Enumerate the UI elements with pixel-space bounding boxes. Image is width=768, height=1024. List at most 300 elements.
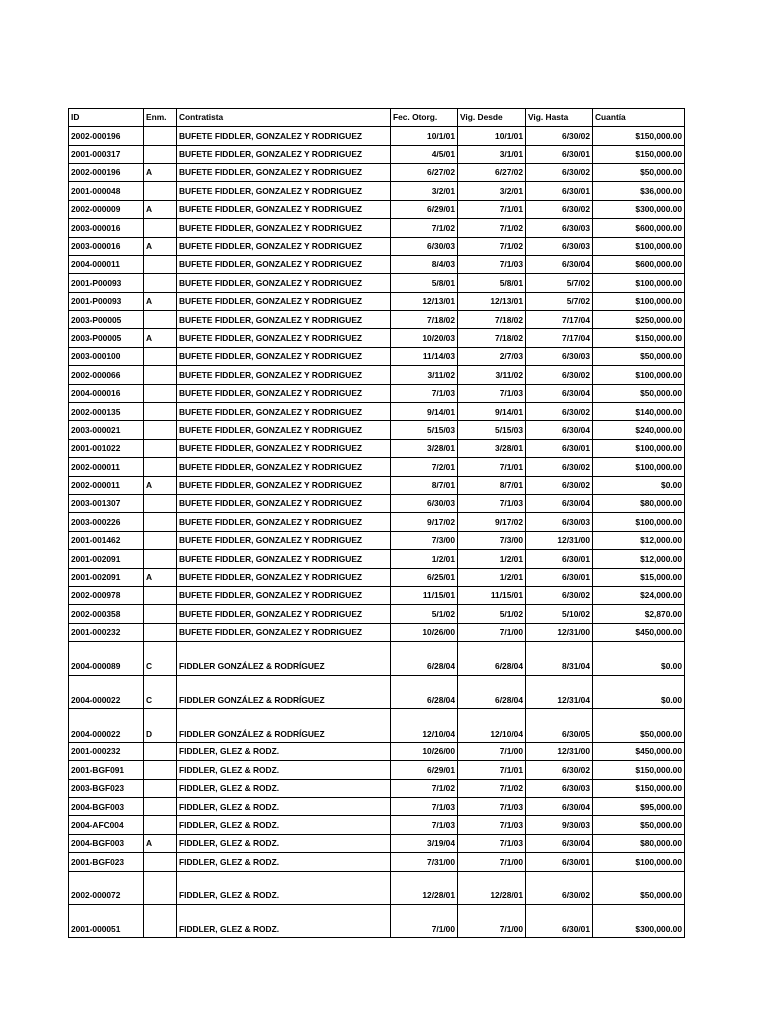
- cell-vig-desde: 7/1/03: [458, 816, 526, 834]
- cell-contratista: BUFETE FIDDLER, GONZALEZ Y RODRIGUEZ: [177, 163, 391, 181]
- cell-vig-desde: 1/2/01: [458, 550, 526, 568]
- cell-id: 2002-000011: [69, 476, 144, 494]
- table-row: [69, 586, 685, 604]
- contracts-table: [68, 108, 685, 938]
- cell-id: 2001-000317: [69, 145, 144, 163]
- cell-vig-desde: 5/1/02: [458, 605, 526, 623]
- header-contratista: Contratista: [177, 109, 391, 127]
- cell-id: 2003-000016: [69, 237, 144, 255]
- cell-fec-otorg: 9/14/01: [391, 403, 458, 421]
- table-row: [69, 761, 685, 779]
- cell-vig-hasta: 6/30/02: [526, 403, 593, 421]
- table-row: [69, 329, 685, 347]
- cell-contratista: BUFETE FIDDLER, GONZALEZ Y RODRIGUEZ: [177, 255, 391, 273]
- cell-enm: [144, 219, 177, 237]
- cell-cuantia: $100,000.00: [593, 274, 685, 292]
- cell-fec-otorg: 1/2/01: [391, 550, 458, 568]
- table-row: [69, 366, 685, 384]
- cell-enm: A: [144, 568, 177, 586]
- cell-fec-otorg: 6/28/04: [391, 642, 458, 676]
- table-row: [69, 476, 685, 494]
- cell-vig-hasta: 6/30/02: [526, 127, 593, 145]
- cell-id: 2004-000022: [69, 709, 144, 743]
- cell-vig-hasta: 6/30/01: [526, 439, 593, 457]
- cell-contratista: BUFETE FIDDLER, GONZALEZ Y RODRIGUEZ: [177, 329, 391, 347]
- cell-vig-desde: 7/1/02: [458, 779, 526, 797]
- table-row: [69, 550, 685, 568]
- cell-contratista: FIDDLER, GLEZ & RODZ.: [177, 816, 391, 834]
- cell-cuantia: $2,870.00: [593, 605, 685, 623]
- table-row: [69, 219, 685, 237]
- table-row: [69, 439, 685, 457]
- contracts-sheet: [68, 108, 684, 938]
- cell-cuantia: $0.00: [593, 476, 685, 494]
- cell-id: 2002-000072: [69, 871, 144, 904]
- cell-enm: A: [144, 237, 177, 255]
- cell-enm: [144, 816, 177, 834]
- cell-contratista: FIDDLER GONZÁLEZ & RODRÍGUEZ: [177, 642, 391, 676]
- cell-vig-desde: 7/1/03: [458, 495, 526, 513]
- cell-id: 2001-000232: [69, 742, 144, 760]
- cell-cuantia: $450,000.00: [593, 623, 685, 641]
- cell-vig-hasta: 12/31/00: [526, 742, 593, 760]
- cell-cuantia: $50,000.00: [593, 384, 685, 402]
- cell-contratista: BUFETE FIDDLER, GONZALEZ Y RODRIGUEZ: [177, 458, 391, 476]
- cell-id: 2001-BGF091: [69, 761, 144, 779]
- cell-fec-otorg: 7/1/02: [391, 779, 458, 797]
- table-row: [69, 384, 685, 402]
- cell-id: 2002-000066: [69, 366, 144, 384]
- cell-id: 2003-000226: [69, 513, 144, 531]
- cell-vig-desde: 7/1/03: [458, 255, 526, 273]
- cell-contratista: BUFETE FIDDLER, GONZALEZ Y RODRIGUEZ: [177, 311, 391, 329]
- cell-id: 2004-BGF003: [69, 834, 144, 852]
- cell-vig-desde: 7/1/03: [458, 834, 526, 852]
- cell-cuantia: $100,000.00: [593, 458, 685, 476]
- cell-fec-otorg: 7/1/00: [391, 904, 458, 937]
- cell-contratista: FIDDLER GONZÁLEZ & RODRÍGUEZ: [177, 675, 391, 709]
- cell-fec-otorg: 7/1/03: [391, 384, 458, 402]
- cell-fec-otorg: 7/18/02: [391, 311, 458, 329]
- cell-cuantia: $12,000.00: [593, 531, 685, 549]
- cell-contratista: BUFETE FIDDLER, GONZALEZ Y RODRIGUEZ: [177, 531, 391, 549]
- cell-id: 2001-002091: [69, 550, 144, 568]
- cell-vig-hasta: 6/30/02: [526, 476, 593, 494]
- cell-enm: [144, 513, 177, 531]
- cell-vig-hasta: 7/17/04: [526, 311, 593, 329]
- cell-vig-desde: 5/8/01: [458, 274, 526, 292]
- cell-contratista: BUFETE FIDDLER, GONZALEZ Y RODRIGUEZ: [177, 182, 391, 200]
- cell-fec-otorg: 10/26/00: [391, 623, 458, 641]
- cell-vig-desde: 3/1/01: [458, 145, 526, 163]
- table-row: [69, 127, 685, 145]
- cell-contratista: BUFETE FIDDLER, GONZALEZ Y RODRIGUEZ: [177, 347, 391, 365]
- cell-vig-desde: 5/15/03: [458, 421, 526, 439]
- cell-fec-otorg: 8/4/03: [391, 255, 458, 273]
- cell-vig-desde: 7/1/03: [458, 384, 526, 402]
- cell-vig-desde: 7/1/03: [458, 798, 526, 816]
- cell-fec-otorg: 3/19/04: [391, 834, 458, 852]
- cell-enm: [144, 495, 177, 513]
- cell-vig-desde: 7/3/00: [458, 531, 526, 549]
- cell-enm: [144, 742, 177, 760]
- table-row: [69, 568, 685, 586]
- cell-id: 2001-002091: [69, 568, 144, 586]
- cell-id: 2001-P00093: [69, 274, 144, 292]
- cell-fec-otorg: 6/29/01: [391, 200, 458, 218]
- cell-cuantia: $100,000.00: [593, 853, 685, 871]
- cell-enm: [144, 127, 177, 145]
- cell-vig-hasta: 12/31/04: [526, 675, 593, 709]
- cell-id: 2004-000022: [69, 675, 144, 709]
- cell-enm: [144, 403, 177, 421]
- cell-cuantia: $240,000.00: [593, 421, 685, 439]
- cell-vig-hasta: 5/7/02: [526, 274, 593, 292]
- cell-cuantia: $450,000.00: [593, 742, 685, 760]
- cell-enm: [144, 366, 177, 384]
- cell-cuantia: $80,000.00: [593, 495, 685, 513]
- cell-cuantia: $36,000.00: [593, 182, 685, 200]
- cell-fec-otorg: 3/11/02: [391, 366, 458, 384]
- cell-fec-otorg: 8/7/01: [391, 476, 458, 494]
- cell-id: 2004-000089: [69, 642, 144, 676]
- cell-cuantia: $50,000.00: [593, 163, 685, 181]
- table-row: [69, 834, 685, 852]
- cell-cuantia: $50,000.00: [593, 816, 685, 834]
- cell-id: 2001-001462: [69, 531, 144, 549]
- cell-contratista: BUFETE FIDDLER, GONZALEZ Y RODRIGUEZ: [177, 513, 391, 531]
- cell-cuantia: $80,000.00: [593, 834, 685, 852]
- cell-cuantia: $50,000.00: [593, 709, 685, 743]
- cell-fec-otorg: 10/20/03: [391, 329, 458, 347]
- table-row: [69, 145, 685, 163]
- cell-vig-desde: 8/7/01: [458, 476, 526, 494]
- table-row: [69, 605, 685, 623]
- cell-vig-hasta: 6/30/01: [526, 550, 593, 568]
- cell-fec-otorg: 5/8/01: [391, 274, 458, 292]
- cell-vig-desde: 6/28/04: [458, 642, 526, 676]
- cell-vig-hasta: 6/30/02: [526, 761, 593, 779]
- cell-vig-hasta: 6/30/04: [526, 384, 593, 402]
- cell-vig-hasta: 12/31/00: [526, 623, 593, 641]
- cell-enm: A: [144, 292, 177, 310]
- table-row: [69, 779, 685, 797]
- cell-enm: [144, 531, 177, 549]
- cell-enm: C: [144, 642, 177, 676]
- cell-vig-desde: 3/2/01: [458, 182, 526, 200]
- cell-vig-desde: 7/1/00: [458, 623, 526, 641]
- cell-cuantia: $100,000.00: [593, 439, 685, 457]
- cell-id: 2002-000135: [69, 403, 144, 421]
- cell-id: 2001-000051: [69, 904, 144, 937]
- cell-cuantia: $150,000.00: [593, 329, 685, 347]
- cell-cuantia: $50,000.00: [593, 347, 685, 365]
- cell-contratista: FIDDLER, GLEZ & RODZ.: [177, 853, 391, 871]
- cell-id: 2001-001022: [69, 439, 144, 457]
- cell-fec-otorg: 10/26/00: [391, 742, 458, 760]
- cell-vig-desde: 9/17/02: [458, 513, 526, 531]
- cell-enm: D: [144, 709, 177, 743]
- cell-fec-otorg: 7/3/00: [391, 531, 458, 549]
- cell-vig-desde: 9/14/01: [458, 403, 526, 421]
- cell-vig-hasta: 6/30/02: [526, 163, 593, 181]
- cell-enm: A: [144, 834, 177, 852]
- cell-fec-otorg: 11/15/01: [391, 586, 458, 604]
- cell-contratista: BUFETE FIDDLER, GONZALEZ Y RODRIGUEZ: [177, 127, 391, 145]
- cell-enm: [144, 623, 177, 641]
- table-row: [69, 642, 685, 676]
- cell-contratista: BUFETE FIDDLER, GONZALEZ Y RODRIGUEZ: [177, 274, 391, 292]
- cell-fec-otorg: 7/1/03: [391, 798, 458, 816]
- table-row: [69, 531, 685, 549]
- cell-contratista: BUFETE FIDDLER, GONZALEZ Y RODRIGUEZ: [177, 476, 391, 494]
- table-row: [69, 853, 685, 871]
- cell-cuantia: $300,000.00: [593, 200, 685, 218]
- cell-vig-hasta: 5/7/02: [526, 292, 593, 310]
- cell-fec-otorg: 6/30/03: [391, 495, 458, 513]
- cell-cuantia: $95,000.00: [593, 798, 685, 816]
- header-fec-otorg: Fec. Otorg.: [391, 109, 458, 127]
- cell-enm: [144, 853, 177, 871]
- cell-contratista: FIDDLER GONZÁLEZ & RODRÍGUEZ: [177, 709, 391, 743]
- table-row: [69, 816, 685, 834]
- cell-id: 2003-000100: [69, 347, 144, 365]
- cell-cuantia: $100,000.00: [593, 513, 685, 531]
- cell-enm: [144, 458, 177, 476]
- cell-vig-hasta: 6/30/04: [526, 834, 593, 852]
- table-row: [69, 675, 685, 709]
- cell-vig-hasta: 6/30/02: [526, 200, 593, 218]
- cell-cuantia: $600,000.00: [593, 219, 685, 237]
- cell-enm: [144, 384, 177, 402]
- cell-cuantia: $100,000.00: [593, 366, 685, 384]
- cell-vig-hasta: 6/30/03: [526, 219, 593, 237]
- header-row: [69, 109, 685, 127]
- cell-vig-hasta: 6/30/02: [526, 586, 593, 604]
- cell-cuantia: $0.00: [593, 675, 685, 709]
- table-row: [69, 182, 685, 200]
- cell-fec-otorg: 12/10/04: [391, 709, 458, 743]
- table-row: [69, 495, 685, 513]
- cell-id: 2003-000016: [69, 219, 144, 237]
- cell-enm: [144, 586, 177, 604]
- cell-vig-desde: 12/13/01: [458, 292, 526, 310]
- table-row: [69, 709, 685, 743]
- cell-vig-hasta: 6/30/02: [526, 458, 593, 476]
- table-row: [69, 274, 685, 292]
- cell-cuantia: $300,000.00: [593, 904, 685, 937]
- cell-fec-otorg: 12/13/01: [391, 292, 458, 310]
- cell-fec-otorg: 3/2/01: [391, 182, 458, 200]
- cell-vig-hasta: 7/17/04: [526, 329, 593, 347]
- cell-fec-otorg: 6/28/04: [391, 675, 458, 709]
- cell-vig-desde: 1/2/01: [458, 568, 526, 586]
- cell-enm: C: [144, 675, 177, 709]
- header-vig-hasta: Vig. Hasta: [526, 109, 593, 127]
- cell-vig-hasta: 9/30/03: [526, 816, 593, 834]
- table-row: [69, 623, 685, 641]
- table-row: [69, 255, 685, 273]
- header-enm: Enm.: [144, 109, 177, 127]
- cell-enm: [144, 182, 177, 200]
- cell-fec-otorg: 11/14/03: [391, 347, 458, 365]
- cell-contratista: BUFETE FIDDLER, GONZALEZ Y RODRIGUEZ: [177, 366, 391, 384]
- cell-cuantia: $0.00: [593, 642, 685, 676]
- cell-fec-otorg: 12/28/01: [391, 871, 458, 904]
- table-row: [69, 163, 685, 181]
- cell-enm: [144, 550, 177, 568]
- cell-vig-hasta: 8/31/04: [526, 642, 593, 676]
- cell-id: 2003-000021: [69, 421, 144, 439]
- cell-vig-hasta: 6/30/04: [526, 798, 593, 816]
- cell-id: 2004-000016: [69, 384, 144, 402]
- cell-contratista: BUFETE FIDDLER, GONZALEZ Y RODRIGUEZ: [177, 403, 391, 421]
- cell-contratista: BUFETE FIDDLER, GONZALEZ Y RODRIGUEZ: [177, 145, 391, 163]
- cell-contratista: BUFETE FIDDLER, GONZALEZ Y RODRIGUEZ: [177, 550, 391, 568]
- cell-enm: [144, 311, 177, 329]
- cell-id: 2001-P00093: [69, 292, 144, 310]
- cell-id: 2003-P00005: [69, 311, 144, 329]
- cell-contratista: FIDDLER, GLEZ & RODZ.: [177, 834, 391, 852]
- table-row: [69, 403, 685, 421]
- cell-vig-desde: 7/1/01: [458, 761, 526, 779]
- cell-contratista: BUFETE FIDDLER, GONZALEZ Y RODRIGUEZ: [177, 384, 391, 402]
- cell-contratista: BUFETE FIDDLER, GONZALEZ Y RODRIGUEZ: [177, 219, 391, 237]
- table-body: [69, 127, 685, 938]
- cell-contratista: BUFETE FIDDLER, GONZALEZ Y RODRIGUEZ: [177, 495, 391, 513]
- cell-enm: [144, 904, 177, 937]
- cell-id: 2002-000009: [69, 200, 144, 218]
- cell-vig-hasta: 6/30/03: [526, 237, 593, 255]
- cell-enm: [144, 761, 177, 779]
- cell-id: 2001-000048: [69, 182, 144, 200]
- cell-vig-hasta: 6/30/05: [526, 709, 593, 743]
- cell-vig-hasta: 6/30/01: [526, 568, 593, 586]
- cell-id: 2002-000978: [69, 586, 144, 604]
- cell-contratista: BUFETE FIDDLER, GONZALEZ Y RODRIGUEZ: [177, 586, 391, 604]
- cell-cuantia: $150,000.00: [593, 145, 685, 163]
- cell-fec-otorg: 5/15/03: [391, 421, 458, 439]
- cell-enm: A: [144, 476, 177, 494]
- cell-enm: [144, 274, 177, 292]
- cell-vig-desde: 2/7/03: [458, 347, 526, 365]
- cell-enm: [144, 779, 177, 797]
- cell-vig-hasta: 12/31/00: [526, 531, 593, 549]
- table-row: [69, 742, 685, 760]
- cell-cuantia: $50,000.00: [593, 871, 685, 904]
- cell-id: 2003-P00005: [69, 329, 144, 347]
- cell-vig-hasta: 6/30/03: [526, 347, 593, 365]
- cell-vig-desde: 7/1/02: [458, 219, 526, 237]
- cell-contratista: BUFETE FIDDLER, GONZALEZ Y RODRIGUEZ: [177, 439, 391, 457]
- cell-vig-hasta: 6/30/02: [526, 871, 593, 904]
- cell-vig-hasta: 6/30/04: [526, 495, 593, 513]
- cell-id: 2004-BGF003: [69, 798, 144, 816]
- cell-vig-desde: 7/1/00: [458, 742, 526, 760]
- cell-cuantia: $24,000.00: [593, 586, 685, 604]
- cell-contratista: FIDDLER, GLEZ & RODZ.: [177, 761, 391, 779]
- cell-cuantia: $140,000.00: [593, 403, 685, 421]
- cell-enm: A: [144, 200, 177, 218]
- cell-fec-otorg: 6/30/03: [391, 237, 458, 255]
- cell-enm: [144, 439, 177, 457]
- cell-vig-desde: 7/18/02: [458, 311, 526, 329]
- cell-id: 2003-001307: [69, 495, 144, 513]
- cell-enm: [144, 871, 177, 904]
- table-row: [69, 347, 685, 365]
- cell-vig-desde: 7/18/02: [458, 329, 526, 347]
- cell-contratista: FIDDLER, GLEZ & RODZ.: [177, 798, 391, 816]
- table-row: [69, 871, 685, 904]
- cell-fec-otorg: 9/17/02: [391, 513, 458, 531]
- cell-contratista: BUFETE FIDDLER, GONZALEZ Y RODRIGUEZ: [177, 200, 391, 218]
- cell-contratista: BUFETE FIDDLER, GONZALEZ Y RODRIGUEZ: [177, 237, 391, 255]
- cell-fec-otorg: 5/1/02: [391, 605, 458, 623]
- table-row: [69, 311, 685, 329]
- cell-vig-hasta: 5/10/02: [526, 605, 593, 623]
- cell-enm: A: [144, 329, 177, 347]
- table-row: [69, 237, 685, 255]
- table-row: [69, 798, 685, 816]
- cell-enm: [144, 347, 177, 365]
- cell-vig-desde: 3/11/02: [458, 366, 526, 384]
- cell-id: 2001-000232: [69, 623, 144, 641]
- cell-contratista: FIDDLER, GLEZ & RODZ.: [177, 904, 391, 937]
- cell-vig-hasta: 6/30/03: [526, 779, 593, 797]
- cell-fec-otorg: 6/25/01: [391, 568, 458, 586]
- cell-fec-otorg: 7/1/03: [391, 816, 458, 834]
- cell-contratista: BUFETE FIDDLER, GONZALEZ Y RODRIGUEZ: [177, 623, 391, 641]
- table-row: [69, 513, 685, 531]
- cell-contratista: FIDDLER, GLEZ & RODZ.: [177, 871, 391, 904]
- table-row: [69, 200, 685, 218]
- cell-vig-desde: 6/27/02: [458, 163, 526, 181]
- cell-fec-otorg: 7/31/00: [391, 853, 458, 871]
- cell-contratista: FIDDLER, GLEZ & RODZ.: [177, 742, 391, 760]
- cell-vig-hasta: 6/30/04: [526, 255, 593, 273]
- cell-cuantia: $150,000.00: [593, 779, 685, 797]
- cell-id: 2002-000358: [69, 605, 144, 623]
- cell-cuantia: $100,000.00: [593, 292, 685, 310]
- header-vig-desde: Vig. Desde: [458, 109, 526, 127]
- cell-id: 2001-BGF023: [69, 853, 144, 871]
- cell-contratista: BUFETE FIDDLER, GONZALEZ Y RODRIGUEZ: [177, 568, 391, 586]
- header-id: ID: [69, 109, 144, 127]
- cell-vig-desde: 7/1/01: [458, 200, 526, 218]
- cell-vig-desde: 11/15/01: [458, 586, 526, 604]
- cell-enm: [144, 145, 177, 163]
- cell-enm: A: [144, 163, 177, 181]
- cell-id: 2004-000011: [69, 255, 144, 273]
- cell-cuantia: $12,000.00: [593, 550, 685, 568]
- table-row: [69, 421, 685, 439]
- cell-fec-otorg: 7/1/02: [391, 219, 458, 237]
- cell-enm: [144, 421, 177, 439]
- cell-contratista: BUFETE FIDDLER, GONZALEZ Y RODRIGUEZ: [177, 292, 391, 310]
- cell-contratista: BUFETE FIDDLER, GONZALEZ Y RODRIGUEZ: [177, 605, 391, 623]
- cell-cuantia: $150,000.00: [593, 761, 685, 779]
- cell-cuantia: $600,000.00: [593, 255, 685, 273]
- cell-fec-otorg: 10/1/01: [391, 127, 458, 145]
- cell-fec-otorg: 6/29/01: [391, 761, 458, 779]
- cell-vig-desde: 7/1/00: [458, 904, 526, 937]
- cell-vig-hasta: 6/30/04: [526, 421, 593, 439]
- cell-cuantia: $15,000.00: [593, 568, 685, 586]
- cell-fec-otorg: 3/28/01: [391, 439, 458, 457]
- cell-vig-desde: 12/28/01: [458, 871, 526, 904]
- cell-vig-hasta: 6/30/01: [526, 145, 593, 163]
- cell-fec-otorg: 6/27/02: [391, 163, 458, 181]
